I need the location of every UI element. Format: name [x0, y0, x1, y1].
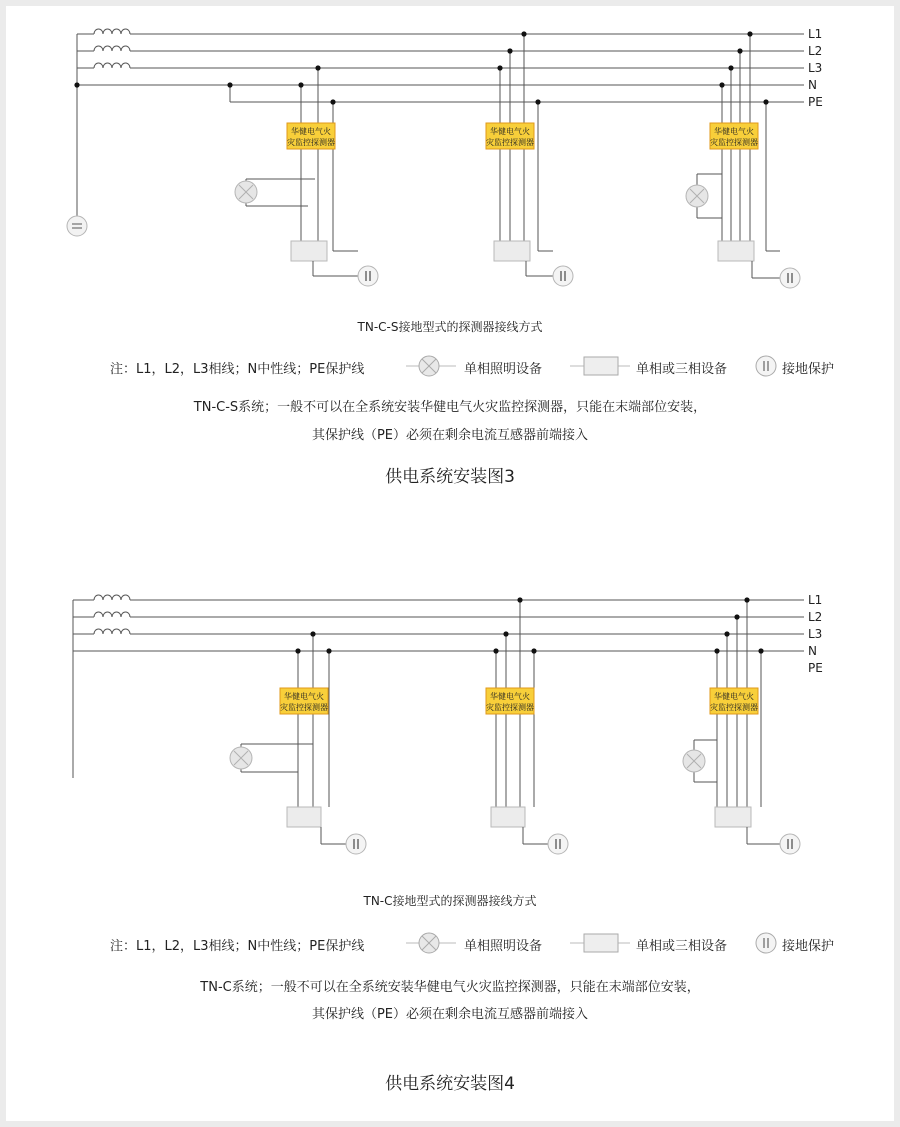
diagram4-figure-title: 供电系统安装图4 [385, 1074, 515, 1094]
junction-dot [74, 82, 79, 87]
junction-dot [298, 82, 303, 87]
junction-dot [503, 631, 508, 636]
transformer-coil [94, 629, 130, 634]
junction-dot [724, 631, 729, 636]
diagram4-subtitle: TN-C接地型式的探测器接线方式 [363, 894, 537, 908]
transformer-coil [94, 46, 130, 51]
ground-plug-icon [346, 834, 366, 854]
content-panel [6, 6, 894, 1121]
equipment-box [718, 241, 754, 261]
ground-plug-icon [780, 268, 800, 288]
label-bus-n: N [808, 78, 817, 92]
detector-box [486, 688, 534, 714]
legend-equipment-label: 单相或三相设备 [636, 939, 728, 954]
detector-box [710, 688, 758, 714]
detector-label-line2: 灾监控探测器 [486, 703, 534, 712]
label-bus-l3: L3 [808, 627, 823, 641]
junction-dot [744, 597, 749, 602]
junction-dot [497, 65, 502, 70]
junction-dot [295, 648, 300, 653]
ground-plug-icon [780, 834, 800, 854]
junction-dot [758, 648, 763, 653]
diagram3-note-line2: 其保护线（PE）必须在剩余电流互感器前端接入 [311, 428, 589, 443]
junction-dot [330, 99, 335, 104]
label-bus-pe: PE [808, 661, 823, 675]
detector-label-line1: 华健电气火 [714, 692, 754, 701]
junction-dot [747, 31, 752, 36]
label-bus-l1: L1 [808, 593, 823, 607]
ground-plug-icon [553, 266, 573, 286]
detector-box [710, 123, 758, 149]
detector-label-line1: 华健电气火 [291, 127, 331, 136]
junction-dot [326, 648, 331, 653]
equipment-box [715, 807, 751, 827]
junction-dot [734, 614, 739, 619]
detector-box [287, 123, 335, 149]
legend-equipment-icon [570, 354, 630, 378]
junction-dot [531, 648, 536, 653]
junction-dot [315, 65, 320, 70]
diagram3-figure-title: 供电系统安装图3 [385, 467, 515, 487]
detector-label-line2: 灾监控探测器 [280, 703, 328, 712]
diagram3-note-line1: TN-C-S系统；一般不可以在全系统安装华健电气火灾监控探测器，只能在末端部位安装， [193, 400, 707, 415]
junction-dot [227, 82, 232, 87]
legend-lamp-label: 单相照明设备 [464, 939, 543, 954]
label-bus-l2: L2 [808, 44, 823, 58]
legend-ground-icon [754, 354, 778, 378]
legend-ground-label: 接地保护 [782, 939, 835, 954]
junction-dot [493, 648, 498, 653]
legend-equipment-label: 单相或三相设备 [636, 362, 728, 377]
diagram3-subtitle: TN-C-S接地型式的探测器接线方式 [357, 320, 543, 334]
detector-label-line2: 灾监控探测器 [710, 703, 758, 712]
junction-dot [714, 648, 719, 653]
label-bus-n: N [808, 644, 817, 658]
legend-ground-label: 接地保护 [782, 362, 835, 377]
detector-box [486, 123, 534, 149]
detector-label-line1: 华健电气火 [490, 692, 530, 701]
diagram4-note-line2: 其保护线（PE）必须在剩余电流互感器前端接入 [311, 1007, 589, 1022]
equipment-box [287, 807, 321, 827]
junction-dot [728, 65, 733, 70]
detector-label-line1: 华健电气火 [714, 127, 754, 136]
detector-label-line2: 灾监控探测器 [287, 138, 335, 147]
equipment-box [494, 241, 530, 261]
detector-label-line2: 灾监控探测器 [486, 138, 534, 147]
transformer-coil [94, 63, 130, 68]
equipment-box [491, 807, 525, 827]
legend-lamp-label: 单相照明设备 [464, 362, 543, 377]
legend-lamp-icon [406, 931, 456, 955]
junction-dot [310, 631, 315, 636]
equipment-box [291, 241, 327, 261]
label-bus-pe: PE [808, 95, 823, 109]
label-bus-l2: L2 [808, 610, 823, 624]
ground-plug-icon [358, 266, 378, 286]
legend-ground-icon [754, 931, 778, 955]
legend-equipment-icon [570, 931, 630, 955]
junction-dot [737, 48, 742, 53]
label-bus-l1: L1 [808, 27, 823, 41]
junction-dot [521, 31, 526, 36]
junction-dot [763, 99, 768, 104]
diagram-tn-c-s [6, 6, 894, 306]
legend-lamp-icon [406, 354, 456, 378]
transformer-coil [94, 612, 130, 617]
detector-label-line1: 华健电气火 [284, 692, 324, 701]
detector-label-line1: 华健电气火 [490, 127, 530, 136]
ground-plug-icon [548, 834, 568, 854]
source-ground-icon [67, 216, 87, 236]
detector-label-line2: 灾监控探测器 [710, 138, 758, 147]
diagram-tn-c [6, 572, 894, 872]
junction-dot [535, 99, 540, 104]
label-bus-l3: L3 [808, 61, 823, 75]
junction-dot [507, 48, 512, 53]
transformer-coil [94, 595, 130, 600]
legend-phase-note: 注：L1，L2，L3相线；N中性线；PE保护线 [110, 939, 365, 954]
transformer-coil [94, 29, 130, 34]
diagram4-note-line1: TN-C系统；一般不可以在全系统安装华健电气火灾监控探测器，只能在末端部位安装， [200, 980, 700, 995]
junction-dot [719, 82, 724, 87]
legend-phase-note: 注：L1，L2，L3相线；N中性线；PE保护线 [110, 362, 365, 377]
junction-dot [517, 597, 522, 602]
detector-box [280, 688, 328, 714]
